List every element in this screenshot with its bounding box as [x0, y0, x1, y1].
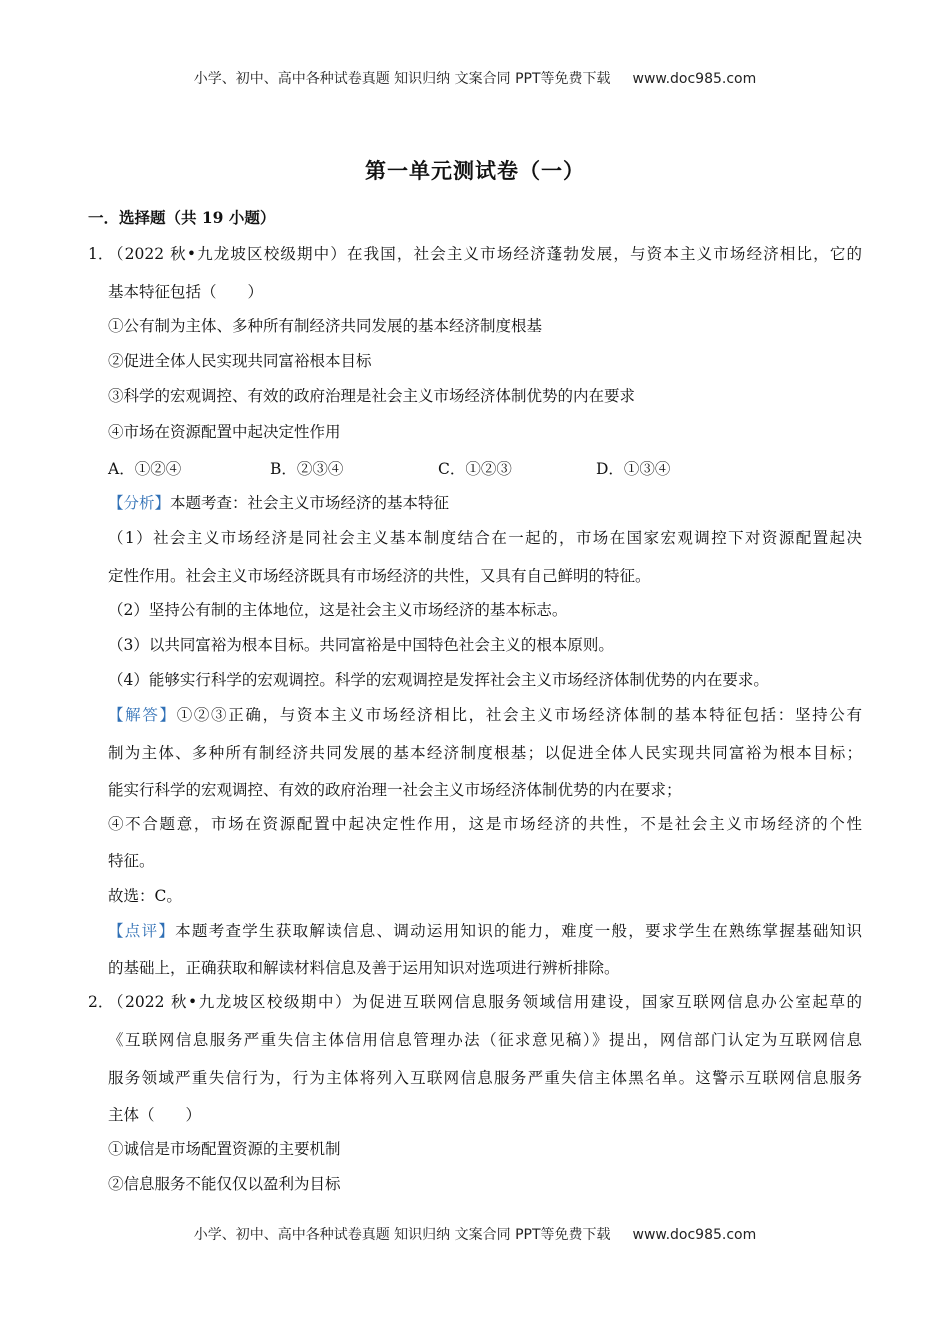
q2-stem-line1: （2022 秋•九龙坡区校级期中）为促进互联网信息服务领域信用建设，国家互联网信息办公室起草的	[108, 993, 862, 1011]
q1-answer-line5: 特征。	[108, 852, 155, 870]
q1-answer-line2: 制为主体、多种所有制经济共同发展的基本经济制度根基；以促进全体人民实现共同富裕为根本目标；	[108, 744, 862, 762]
q1-item-3: ③科学的宏观调控、有效的政府治理是社会主义市场经济体制优势的内在要求	[108, 387, 636, 405]
q1-number: 1．	[88, 245, 114, 263]
q1-option-c: C．①②③	[438, 460, 512, 478]
section-heading: 一．选择题（共 19 小题）	[88, 208, 276, 227]
q1-stem-line2: 基本特征包括（ ）	[108, 283, 264, 301]
header-text: 小学、初中、高中各种试卷真题 知识归纳 文案合同 PPT等免费下载	[193, 71, 611, 87]
analysis-tag: 【分析】	[108, 494, 171, 512]
q1-option-b: B．②③④	[270, 460, 344, 478]
q1-analysis-line4: （3）以共同富裕为根本目标。共同富裕是中国特色社会主义的根本原则。	[108, 636, 614, 654]
q1-item-4: ④市场在资源配置中起决定性作用	[108, 423, 341, 441]
q2-stem-line2: 《互联网信息服务严重失信主体信用信息管理办法（征求意见稿）》提出，网信部门认定为互联网信息	[108, 1031, 862, 1049]
footer-text: 小学、初中、高中各种试卷真题 知识归纳 文案合同 PPT等免费下载	[193, 1227, 611, 1243]
answer-first: ①②③正确，与资本主义市场经济相比，社会主义市场经济体制的基本特征包括：坚持公有	[176, 706, 862, 724]
answer-tag: 【解答】	[108, 706, 177, 724]
q1-answer-line1	[108, 705, 862, 725]
header-site-link[interactable]: www.doc985.com	[632, 71, 757, 87]
analysis-intro: 本题考查：社会主义市场经济的基本特征	[170, 494, 450, 512]
q1-option-a: A．①②④	[108, 460, 182, 478]
q2-item-2: ②信息服务不能仅仅以盈利为目标	[108, 1175, 341, 1193]
page-footer	[0, 1224, 950, 1244]
q1-analysis-line5: （4）能够实行科学的宏观调控。科学的宏观调控是发挥社会主义市场经济体制优势的内在要求。	[108, 671, 769, 689]
q2-number: 2．	[88, 993, 114, 1011]
q1-comment-line1	[108, 921, 862, 941]
q1-item-2: ②促进全体人民实现共同富裕根本目标	[108, 352, 372, 370]
page-header	[0, 68, 950, 88]
q1-answer-line4: ④不合题意，市场在资源配置中起决定性作用，这是市场经济的共性，不是社会主义市场经济的个性	[108, 815, 862, 833]
q1-answer-choice: 故选：C。	[108, 887, 182, 905]
q2-item-1: ①诚信是市场配置资源的主要机制	[108, 1140, 341, 1158]
q2-stem-line3: 服务领域严重失信行为，行为主体将列入互联网信息服务严重失信主体黑名单。这警示互联网信息服务	[108, 1069, 862, 1087]
page-title: 第一单元测试卷（一）	[365, 158, 585, 183]
q1-comment-line2: 的基础上，正确获取和解读材料信息及善于运用知识对选项进行辨析排除。	[108, 959, 620, 977]
q2-stem-line4: 主体（ ）	[108, 1106, 202, 1124]
q1-answer-line3: 能实行科学的宏观调控、有效的政府治理一社会主义市场经济体制优势的内在要求；	[108, 781, 682, 799]
footer-site-link[interactable]: www.doc985.com	[632, 1227, 757, 1243]
comment-tag: 【点评】	[108, 922, 176, 940]
q1-analysis-line1: （1）社会主义市场经济是同社会主义基本制度结合在一起的，市场在国家宏观调控下对资源配置起决	[108, 529, 862, 547]
q1-option-d: D．①③④	[596, 460, 671, 478]
q1-stem-line1: （2022 秋•九龙坡区校级期中）在我国，社会主义市场经济蓬勃发展，与资本主义市场经济相比，它的	[108, 245, 862, 263]
q1-item-1: ①公有制为主体、多种所有制经济共同发展的基本经济制度根基	[108, 317, 543, 335]
q1-analysis-line3: （2）坚持公有制的主体地位，这是社会主义市场经济的基本标志。	[108, 601, 568, 619]
q1-analysis-heading	[108, 493, 449, 513]
comment-first: 本题考查学生获取解读信息、调动运用知识的能力，难度一般，要求学生在熟练掌握基础知识	[175, 922, 862, 940]
q1-analysis-line2: 定性作用。社会主义市场经济既具有市场经济的共性，又具有自己鲜明的特征。	[108, 567, 651, 585]
